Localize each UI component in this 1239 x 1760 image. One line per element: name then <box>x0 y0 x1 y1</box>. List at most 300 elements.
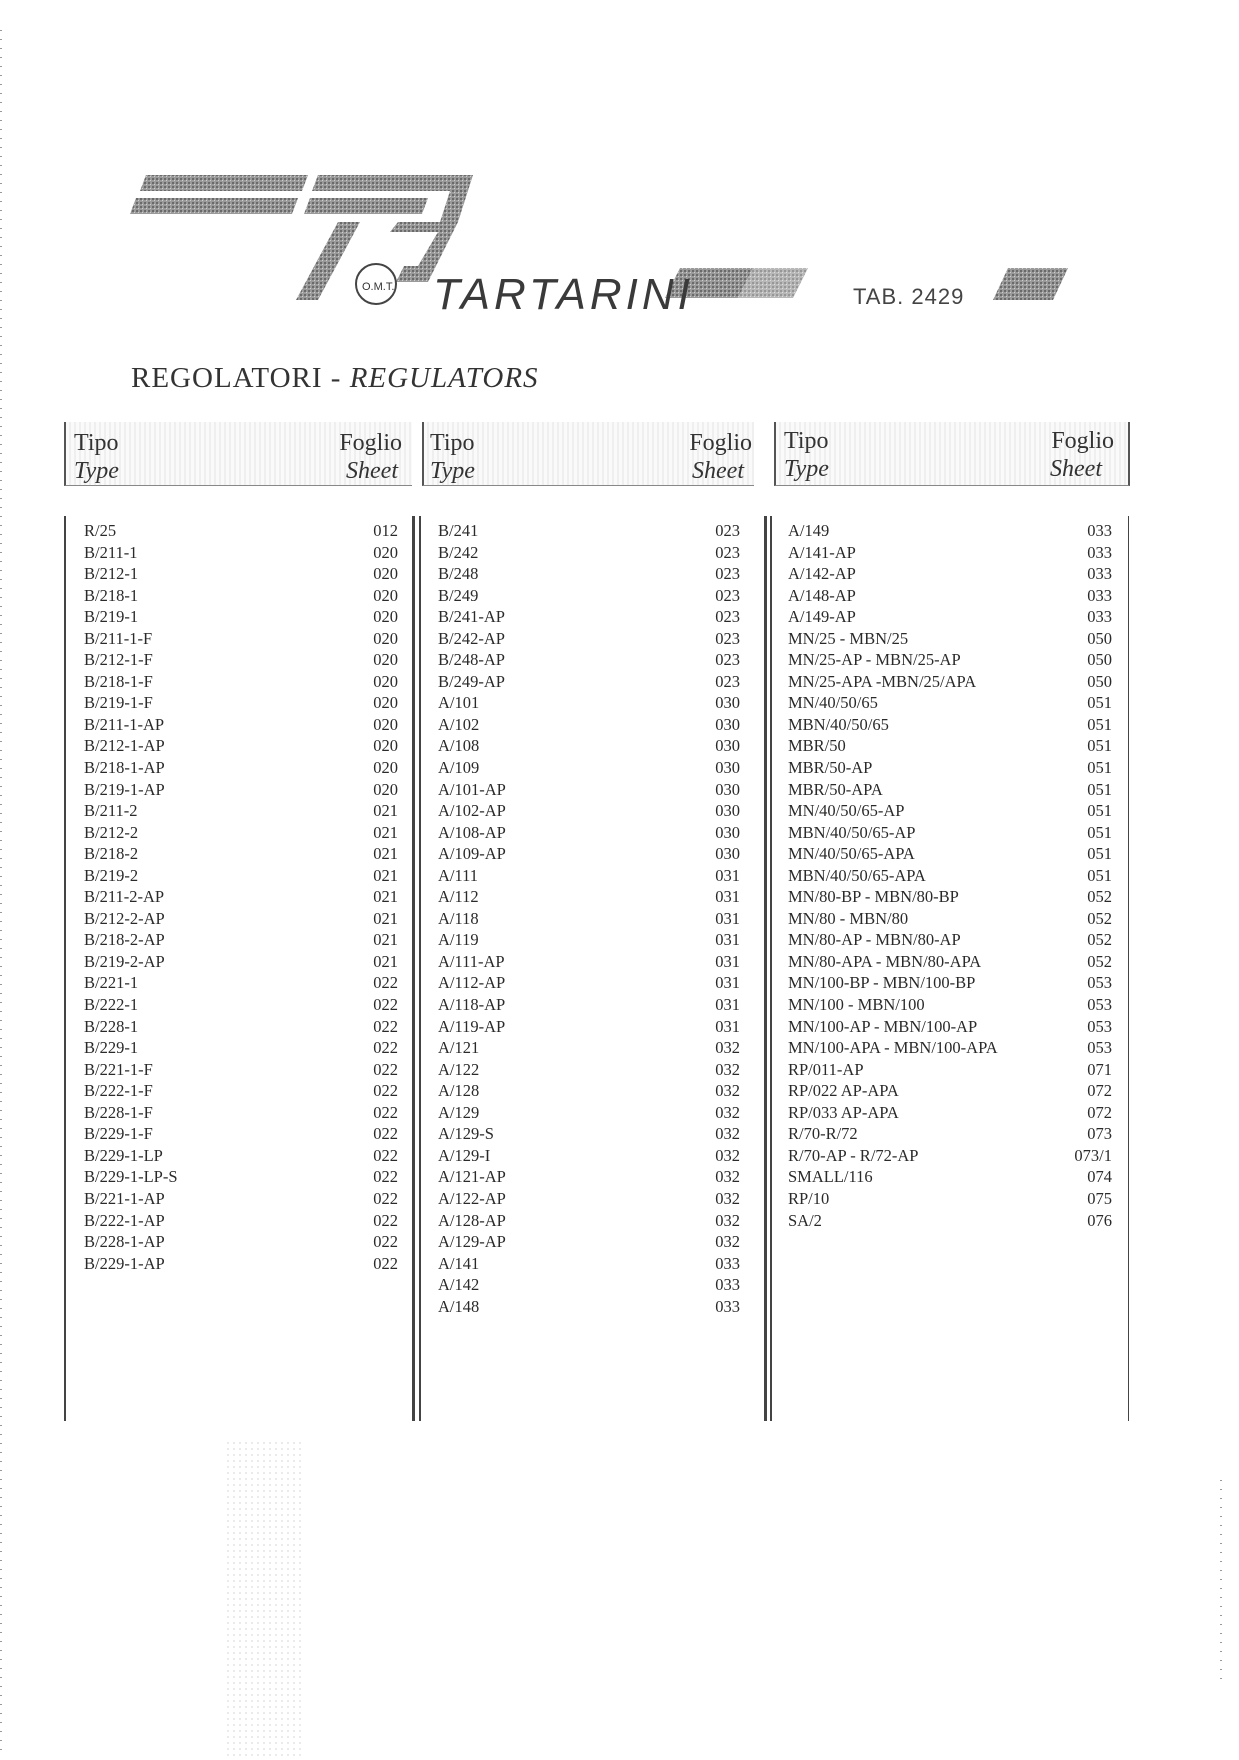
type-cell: B/222-1-F <box>84 1081 153 1101</box>
type-cell: A/129 <box>438 1102 480 1122</box>
table-row <box>422 1016 754 1038</box>
type-cell: A/129-S <box>438 1124 494 1144</box>
sheet-cell: 021 <box>373 951 398 971</box>
type-cell: A/148-AP <box>788 585 856 605</box>
type-cell: MN/80-AP - MBN/80-AP <box>788 930 961 950</box>
table-row <box>422 1274 754 1296</box>
sheet-cell: 053 <box>1087 1016 1112 1036</box>
rows <box>774 520 1130 1231</box>
table-row <box>774 1123 1130 1145</box>
type-cell: A/108 <box>438 736 480 756</box>
logo-mark-text: O.M.T. <box>362 281 395 293</box>
sheet-cell: 022 <box>373 1232 398 1252</box>
sheet-cell: 072 <box>1087 1102 1112 1122</box>
type-cell: A/142-AP <box>788 564 856 584</box>
sheet-cell: 020 <box>373 779 398 799</box>
header-type-it: Tipo <box>74 430 119 456</box>
type-cell: B/212-1-AP <box>84 736 165 756</box>
sheet-cell: 022 <box>373 1167 398 1187</box>
table-row <box>422 757 754 779</box>
sheet-cell: 032 <box>715 1059 740 1079</box>
sheet-cell: 021 <box>373 887 398 907</box>
type-cell: A/129-I <box>438 1145 491 1165</box>
column-divider-1 <box>412 516 415 1421</box>
table-row <box>64 714 412 736</box>
type-cell: B/229-1-AP <box>84 1253 165 1273</box>
table-row <box>422 779 754 801</box>
sheet-cell: 053 <box>1087 973 1112 993</box>
title-italic: REGULATORS <box>349 362 539 394</box>
table-row <box>774 951 1130 973</box>
type-cell: B/229-1-LP-S <box>84 1167 178 1187</box>
sheet-cell: 072 <box>1087 1081 1112 1101</box>
sheet-cell: 033 <box>1087 521 1112 540</box>
type-cell: A/112-AP <box>438 973 506 993</box>
type-cell: A/148 <box>438 1296 480 1316</box>
rows <box>64 520 412 1274</box>
table-row <box>774 800 1130 822</box>
type-cell: B/221-1-AP <box>84 1188 165 1208</box>
sheet-cell: 021 <box>373 844 398 864</box>
type-cell: R/25 <box>84 521 117 540</box>
sheet-cell: 020 <box>373 564 398 584</box>
table-row <box>422 994 754 1016</box>
sheet-cell: 021 <box>373 822 398 842</box>
table-row <box>422 929 754 951</box>
tab-number: TAB. 2429 <box>853 284 965 309</box>
header-sheet-en: Sheet <box>346 458 398 484</box>
sheet-cell: 031 <box>715 995 740 1015</box>
table-row <box>774 671 1130 693</box>
table-row <box>422 542 754 564</box>
column-header <box>422 422 754 486</box>
sheet-cell: 022 <box>373 973 398 993</box>
header-type-en: Type <box>784 456 829 482</box>
table-row <box>774 843 1130 865</box>
sheet-cell: 021 <box>373 865 398 885</box>
table-row <box>774 972 1130 994</box>
table-row <box>422 1231 754 1253</box>
table-row <box>422 1102 754 1124</box>
table-row <box>64 1231 412 1253</box>
table-row <box>422 972 754 994</box>
sheet-cell: 030 <box>715 714 740 734</box>
table-row <box>774 865 1130 887</box>
sheet-cell: 023 <box>715 521 740 540</box>
type-cell: B/211-1-AP <box>84 714 165 734</box>
table-row <box>422 1080 754 1102</box>
type-cell: MN/100 - MBN/100 <box>788 995 925 1015</box>
type-cell: A/128-AP <box>438 1210 506 1230</box>
sheet-cell: 030 <box>715 822 740 842</box>
sheet-cell: 030 <box>715 844 740 864</box>
sheet-cell: 023 <box>715 650 740 670</box>
type-cell: B/212-2 <box>84 822 139 842</box>
type-cell: A/102-AP <box>438 801 506 821</box>
header-sheet-it: Foglio <box>339 430 402 456</box>
table-row <box>64 951 412 973</box>
sheet-cell: 051 <box>1087 865 1112 885</box>
table-row <box>422 865 754 887</box>
sheet-cell: 052 <box>1087 908 1112 928</box>
sheet-cell: 031 <box>715 887 740 907</box>
sheet-cell: 020 <box>373 650 398 670</box>
type-cell: B/218-1-AP <box>84 758 165 778</box>
type-cell: B/218-2-AP <box>84 930 165 950</box>
type-cell: B/218-2 <box>84 844 139 864</box>
table-row <box>774 779 1130 801</box>
company-logo <box>128 170 1078 319</box>
sheet-cell: 075 <box>1087 1188 1112 1208</box>
table-row <box>64 735 412 757</box>
type-cell: MBR/50 <box>788 736 846 756</box>
type-cell: A/121-AP <box>438 1167 506 1187</box>
table-row <box>774 1166 1130 1188</box>
title-main: REGOLATORI - <box>131 362 350 394</box>
sheet-cell: 023 <box>715 671 740 691</box>
type-cell: B/211-1-F <box>84 628 153 648</box>
type-cell: A/129-AP <box>438 1232 506 1252</box>
type-cell: SA/2 <box>788 1210 822 1230</box>
table-row <box>64 585 412 607</box>
sheet-cell: 020 <box>373 758 398 778</box>
table-row <box>422 800 754 822</box>
sheet-cell: 020 <box>373 585 398 605</box>
type-cell: B/219-1-AP <box>84 779 165 799</box>
type-cell: MBR/50-AP <box>788 758 873 778</box>
table-row <box>64 692 412 714</box>
type-cell: B/221-1 <box>84 973 139 993</box>
sheet-cell: 031 <box>715 951 740 971</box>
header-type-en: Type <box>430 458 475 484</box>
sheet-cell: 030 <box>715 693 740 713</box>
table-row <box>422 1296 754 1318</box>
type-cell: MBN/40/50/65-APA <box>788 865 926 885</box>
sheet-cell: 021 <box>373 908 398 928</box>
sheet-cell: 051 <box>1087 758 1112 778</box>
type-cell: MN/40/50/65-APA <box>788 844 915 864</box>
type-cell: B/228-1-F <box>84 1102 153 1122</box>
sheet-cell: 053 <box>1087 1038 1112 1058</box>
column-divider-1b <box>419 516 421 1421</box>
table-row <box>422 1166 754 1188</box>
table-row <box>422 628 754 650</box>
type-cell: A/122 <box>438 1059 480 1079</box>
type-cell: R/70-R/72 <box>788 1124 858 1144</box>
brand-name: TARTARINI <box>433 270 694 319</box>
table-row <box>422 520 754 542</box>
table-row <box>64 972 412 994</box>
rows <box>422 520 754 1317</box>
sheet-cell: 050 <box>1087 671 1112 691</box>
table-row <box>422 671 754 693</box>
sheet-cell: 076 <box>1087 1210 1112 1230</box>
sheet-cell: 031 <box>715 865 740 885</box>
header-sheet-it: Foglio <box>1051 428 1114 454</box>
table-row <box>64 800 412 822</box>
sheet-cell: 033 <box>715 1253 740 1273</box>
table-row <box>64 606 412 628</box>
table-row <box>774 886 1130 908</box>
sheet-cell: 030 <box>715 779 740 799</box>
sheet-cell: 052 <box>1087 930 1112 950</box>
type-cell: MN/100-BP - MBN/100-BP <box>788 973 976 993</box>
sheet-cell: 051 <box>1087 822 1112 842</box>
type-cell: B/211-2-AP <box>84 887 165 907</box>
type-cell: B/212-1 <box>84 564 139 584</box>
table-row <box>64 1166 412 1188</box>
table-row <box>774 1037 1130 1059</box>
table-row <box>64 822 412 844</box>
sheet-cell: 022 <box>373 1188 398 1208</box>
type-cell: B/219-1-F <box>84 693 153 713</box>
sheet-cell: 073 <box>1087 1124 1112 1144</box>
header-type-en: Type <box>74 458 119 484</box>
sheet-cell: 051 <box>1087 693 1112 713</box>
type-cell: A/111 <box>438 865 479 885</box>
table-row <box>774 735 1130 757</box>
sheet-cell: 031 <box>715 1016 740 1036</box>
sheet-cell: 050 <box>1087 650 1112 670</box>
column-header <box>64 422 412 486</box>
sheet-cell: 033 <box>715 1296 740 1316</box>
sheet-cell: 023 <box>715 564 740 584</box>
table-row <box>422 735 754 757</box>
left-rule <box>64 516 66 1421</box>
header-sheet-it: Foglio <box>689 430 752 456</box>
type-cell: MN/40/50/65 <box>788 693 878 713</box>
sheet-cell: 032 <box>715 1145 740 1165</box>
sheet-cell: 022 <box>373 1210 398 1230</box>
sheet-cell: 031 <box>715 973 740 993</box>
table-row <box>64 1037 412 1059</box>
scan-edge-marks <box>0 30 2 1750</box>
sheet-cell: 012 <box>373 521 398 540</box>
table-row <box>774 692 1130 714</box>
sheet-cell: 050 <box>1087 628 1112 648</box>
type-cell: A/109-AP <box>438 844 506 864</box>
sheet-cell: 032 <box>715 1081 740 1101</box>
table-row <box>64 865 412 887</box>
header-type-it: Tipo <box>784 428 829 454</box>
type-cell: A/119 <box>438 930 479 950</box>
table-row <box>422 1145 754 1167</box>
table-row <box>422 714 754 736</box>
type-cell: A/101 <box>438 693 480 713</box>
type-cell: A/122-AP <box>438 1188 506 1208</box>
table-row <box>64 520 412 542</box>
type-cell: B/221-1-F <box>84 1059 153 1079</box>
table-row <box>64 886 412 908</box>
sheet-cell: 053 <box>1087 995 1112 1015</box>
right-rule <box>1128 516 1129 1421</box>
type-cell: MN/100-AP - MBN/100-AP <box>788 1016 978 1036</box>
type-cell: A/108-AP <box>438 822 506 842</box>
type-cell: A/112 <box>438 887 479 907</box>
table-row <box>64 1102 412 1124</box>
table-row <box>422 606 754 628</box>
table-row <box>64 1188 412 1210</box>
type-cell: A/102 <box>438 714 480 734</box>
type-cell: RP/011-AP <box>788 1059 864 1079</box>
type-cell: A/109 <box>438 758 480 778</box>
table-row <box>422 1037 754 1059</box>
sheet-cell: 022 <box>373 1253 398 1273</box>
type-cell: MN/25-APA -MBN/25/APA <box>788 671 977 691</box>
type-cell: MBR/50-APA <box>788 779 883 799</box>
sheet-cell: 052 <box>1087 951 1112 971</box>
type-cell: MN/25 - MBN/25 <box>788 628 909 648</box>
sheet-cell: 033 <box>1087 585 1112 605</box>
type-cell: MN/40/50/65-AP <box>788 801 905 821</box>
sheet-cell: 020 <box>373 628 398 648</box>
table-row <box>422 563 754 585</box>
table-row <box>422 951 754 973</box>
type-cell: B/222-1 <box>84 995 139 1015</box>
table-row <box>64 779 412 801</box>
page-title <box>131 362 539 395</box>
table-row <box>774 1059 1130 1081</box>
table-row <box>774 822 1130 844</box>
table-row <box>422 822 754 844</box>
type-cell: B/219-2-AP <box>84 951 165 971</box>
table-row <box>64 757 412 779</box>
header-sheet-en: Sheet <box>692 458 744 484</box>
table-row <box>64 649 412 671</box>
table-row <box>774 908 1130 930</box>
type-cell: RP/022 AP-APA <box>788 1081 899 1101</box>
type-cell: B/229-1 <box>84 1038 139 1058</box>
table-row <box>64 563 412 585</box>
sheet-cell: 032 <box>715 1038 740 1058</box>
sheet-cell: 033 <box>1087 542 1112 562</box>
type-cell: RP/10 <box>788 1188 830 1208</box>
table-row <box>64 542 412 564</box>
table-row <box>64 929 412 951</box>
table-row <box>774 1016 1130 1038</box>
type-cell: MN/25-AP - MBN/25-AP <box>788 650 961 670</box>
type-cell: A/141 <box>438 1253 480 1273</box>
table-row <box>774 585 1130 607</box>
scan-edge-marks-right <box>1220 1480 1222 1680</box>
type-cell: R/70-AP - R/72-AP <box>788 1145 919 1165</box>
sheet-cell: 020 <box>373 736 398 756</box>
table-row <box>774 1102 1130 1124</box>
sheet-cell: 032 <box>715 1102 740 1122</box>
table-row <box>774 628 1130 650</box>
table-row <box>774 994 1130 1016</box>
table-row <box>64 1059 412 1081</box>
type-cell: B/241 <box>438 521 479 540</box>
column-divider-2b <box>770 516 772 1421</box>
sheet-cell: 031 <box>715 908 740 928</box>
table-row <box>64 994 412 1016</box>
type-cell: RP/033 AP-APA <box>788 1102 899 1122</box>
sheet-cell: 033 <box>1087 607 1112 627</box>
header-type-it: Tipo <box>430 430 475 456</box>
scan-noise <box>225 1440 305 1760</box>
type-cell: SMALL/116 <box>788 1167 873 1187</box>
sheet-cell: 020 <box>373 693 398 713</box>
table-row <box>422 649 754 671</box>
type-cell: A/101-AP <box>438 779 506 799</box>
table-row <box>422 585 754 607</box>
sheet-cell: 030 <box>715 801 740 821</box>
type-cell: B/218-1-F <box>84 671 153 691</box>
table-row <box>422 1188 754 1210</box>
type-cell: A/149 <box>788 521 830 540</box>
table-row <box>774 520 1130 542</box>
sheet-cell: 033 <box>715 1275 740 1295</box>
table-row <box>422 1059 754 1081</box>
type-cell: B/242-AP <box>438 628 505 648</box>
sheet-cell: 023 <box>715 542 740 562</box>
column-header <box>774 422 1130 486</box>
type-cell: B/249-AP <box>438 671 505 691</box>
type-cell: MBN/40/50/65 <box>788 714 889 734</box>
table-row <box>422 886 754 908</box>
type-cell: B/242 <box>438 542 479 562</box>
sheet-cell: 030 <box>715 736 740 756</box>
type-cell: A/111-AP <box>438 951 505 971</box>
type-cell: A/119-AP <box>438 1016 506 1036</box>
type-cell: B/219-2 <box>84 865 139 885</box>
table-row <box>422 1123 754 1145</box>
sheet-cell: 020 <box>373 542 398 562</box>
sheet-cell: 073/1 <box>1074 1145 1112 1165</box>
type-cell: B/211-1 <box>84 542 138 562</box>
table-row <box>774 649 1130 671</box>
sheet-cell: 032 <box>715 1124 740 1144</box>
sheet-cell: 032 <box>715 1232 740 1252</box>
sheet-cell: 032 <box>715 1210 740 1230</box>
table-row <box>422 843 754 865</box>
sheet-cell: 023 <box>715 628 740 648</box>
table-row <box>774 563 1130 585</box>
table-row <box>774 757 1130 779</box>
type-cell: B/211-2 <box>84 801 138 821</box>
table-row <box>64 843 412 865</box>
table-row <box>774 1210 1130 1232</box>
sheet-cell: 052 <box>1087 887 1112 907</box>
type-cell: A/118 <box>438 908 479 928</box>
table-row <box>64 1123 412 1145</box>
type-cell: MN/100-APA - MBN/100-APA <box>788 1038 998 1058</box>
type-cell: MN/80-APA - MBN/80-APA <box>788 951 982 971</box>
sheet-cell: 032 <box>715 1188 740 1208</box>
table-row <box>64 1145 412 1167</box>
type-cell: A/141-AP <box>788 542 856 562</box>
sheet-cell: 022 <box>373 1016 398 1036</box>
type-cell: MBN/40/50/65-AP <box>788 822 916 842</box>
type-cell: B/218-1 <box>84 585 139 605</box>
sheet-cell: 022 <box>373 1038 398 1058</box>
table-row <box>422 1210 754 1232</box>
sheet-cell: 022 <box>373 1124 398 1144</box>
sheet-cell: 022 <box>373 995 398 1015</box>
type-cell: B/222-1-AP <box>84 1210 165 1230</box>
type-cell: B/248-AP <box>438 650 505 670</box>
type-cell: B/212-1-F <box>84 650 153 670</box>
table-row <box>774 542 1130 564</box>
type-cell: B/241-AP <box>438 607 505 627</box>
sheet-cell: 032 <box>715 1167 740 1187</box>
sheet-cell: 020 <box>373 671 398 691</box>
table-row <box>64 1253 412 1275</box>
header-sheet-en: Sheet <box>1050 456 1102 482</box>
type-cell: B/228-1-AP <box>84 1232 165 1252</box>
sheet-cell: 023 <box>715 585 740 605</box>
